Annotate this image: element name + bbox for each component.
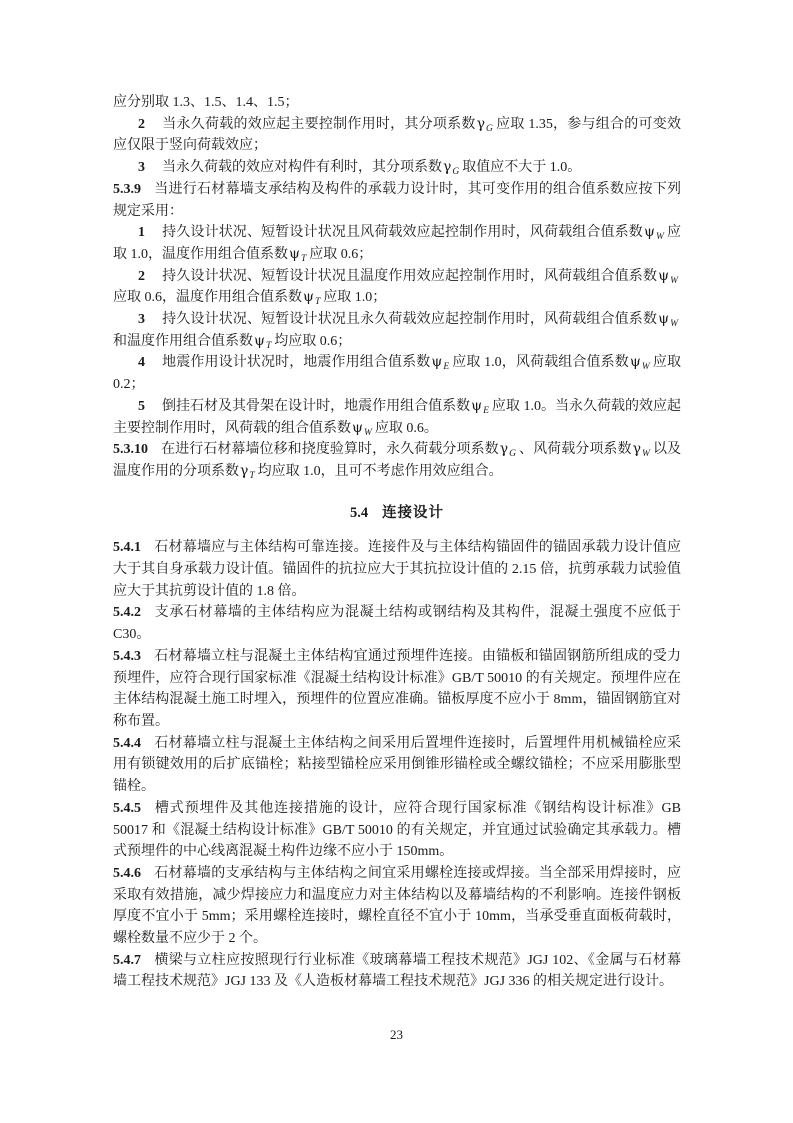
- greek-symbol: $\psi_E$: [471, 397, 489, 416]
- paragraph: 5.4.1 石材幕墙应与主体结构可靠连接。连接件及与主体结构锚固件的锚固承载力设计值应大于其自身承载力设计值。锚固件的抗拉应大于其抗拉设计值的 2.15 倍，抗剪承载力试验值应大于其抗剪设计值的 1.8 倍。: [113, 540, 681, 599]
- clause-number: 5.3.9: [113, 181, 141, 197]
- clause-number: 5.4.2: [113, 605, 141, 621]
- item-number: 2: [138, 268, 145, 284]
- paragraph: 5.4.5 槽式预埋件及其他连接措施的设计，应符合现行国家标准《钢结构设计标准》GB 50017 和《混凝土结构设计标准》GB/T 50010 的有关规定，并宜通过试验确定其承载力。槽式预埋件的中心线离混凝土构件边缘不应小于 150mm。: [113, 800, 681, 860]
- paragraph: 5.4.7 横梁与立柱应按照现行行业标准《玻璃幕墙工程技术规范》JGJ 102、《金属与石材幕墙工程技术规范》JGJ 133 及《人造板材幕墙工程技术规范》JGJ 336 的相关规定进行设计。: [113, 952, 681, 990]
- paragraph: 5.4.6 石材幕墙的支承结构与主体结构之间宜采用螺栓连接或焊接。当全部采用焊接时，应采取有效措施，减少焊接应力和温度应力对主体结构以及幕墙结构的不利影响。连接件钢板厚度不宜小于 5mm；采用螺栓连接时，螺栓直径不宜小于 10mm，当承受垂直面板荷载时，螺栓数量不应少于 2 个。: [113, 865, 681, 947]
- paragraph: 5.4.2 支承石材幕墙的主体结构应为混凝土结构或钢结构及其构件，混凝土强度不应低于 C30。: [113, 605, 681, 643]
- document-body: [113, 92, 681, 993]
- item-number: 1: [138, 225, 145, 241]
- greek-symbol: $\psi_W$: [629, 354, 650, 373]
- item-number: 4: [138, 355, 145, 371]
- greek-symbol: $\psi_T$: [254, 332, 272, 351]
- paragraph: 5.3.9 当进行石材幕墙支承结构及构件的承载力设计时，其可变作用的组合值系数应按下列规定采用：: [113, 181, 681, 219]
- list-item: 4 地震作用设计状况时，地震作用组合值系数$\psi_E$ 应取 1.0，风荷载组合值系数$\psi_W$ 应取 0.2；: [113, 354, 682, 393]
- list-item: 1 持久设计状况、短暂设计状况且风荷载效应起控制作用时，风荷载组合值系数$\psi_W$ 应取 1.0，温度作用组合值系数$\psi_T$ 应取 0.6；: [113, 224, 682, 264]
- greek-symbol: $\gamma_G$: [443, 159, 460, 178]
- greek-symbol: $\psi_W$: [643, 224, 664, 243]
- greek-symbol: $\psi_W$: [658, 267, 678, 286]
- list-item: 3 持久设计状况、短暂设计状况且永久荷载效应起控制作用时，风荷载组合值系数$\psi_W$和温度作用组合值系数$\psi_T$ 均应取 0.6；: [113, 309, 681, 352]
- section-number: 5.4: [349, 504, 369, 521]
- item-number: 3: [138, 312, 145, 328]
- paragraph: 5.4.4 石材幕墙立柱与混凝土主体结构之间采用后置埋件连接时，后置埋件用机械锚栓应采用有锁键效用的后扩底锚栓；粘接型锚栓应采用倒锥形锚栓或全螺纹锚栓；不应采用膨胀型锚栓。: [113, 735, 681, 795]
- clause-number: 5.4.5: [113, 800, 141, 816]
- list-item: 2 持久设计状况、短暂设计状况且温度作用效应起控制作用时，风荷载组合值系数$\psi_W$应取 0.6，温度作用组合值系数$\psi_T$ 应取 1.0；: [113, 266, 681, 309]
- clause-number: 5.3.10: [113, 442, 148, 458]
- greek-symbol: $\psi_T$: [289, 245, 307, 264]
- clause-number: 5.4.7: [113, 952, 141, 968]
- clause-number: 5.4.3: [113, 648, 141, 664]
- list-item: 3 当永久荷载的效应对构件有利时，其分项系数$\gamma_G$ 取值应不大于 1.0。: [138, 159, 582, 178]
- greek-symbol: $\psi_T$: [303, 289, 321, 308]
- paragraph: 应分别取 1.3、1.5、1.4、1.5；: [113, 95, 299, 110]
- greek-symbol: $\gamma_G$: [499, 441, 516, 460]
- paragraph: 5.3.10 在进行石材幕墙位移和挠度验算时，永久荷载分项系数$\gamma_G$ 、风荷载分项系数$\gamma_W$ 以及温度作用的分项系数$\gamma_T$ 均应取 1.0，且可不考虑作用效应组合。: [113, 441, 682, 481]
- item-number: 5: [138, 398, 145, 414]
- section-title: 连接设计: [382, 504, 445, 521]
- clause-number: 5.4.4: [113, 735, 141, 751]
- list-item: 2 当永久荷载的效应起主要控制作用时，其分项系数$\gamma_G$ 应取 1.35，参与组合的可变效应仅限于竖向荷载效应；: [113, 115, 682, 154]
- greek-symbol: $\gamma_T$: [240, 462, 255, 481]
- item-number: 2: [138, 116, 145, 132]
- clause-number: 5.4.1: [113, 540, 141, 556]
- clause-number: 5.4.6: [113, 865, 141, 881]
- greek-symbol: $\psi_W$: [352, 419, 372, 438]
- list-item: 5 倒挂石材及其骨架在设计时，地震作用组合值系数$\psi_E$ 应取 1.0。当永久荷载的效应起主要控制作用时，风荷载的组合值系数$\psi_W$ 应取 0.6。: [113, 397, 681, 438]
- page-number: 23: [390, 1027, 403, 1042]
- item-number: 3: [138, 160, 145, 176]
- greek-symbol: $\psi_E$: [431, 354, 450, 373]
- greek-symbol: $\gamma_W$: [632, 441, 650, 460]
- greek-symbol: $\gamma_G$: [476, 115, 493, 134]
- paragraph: 5.4.3 石材幕墙立柱与混凝土主体结构宜通过预埋件连接。由锚板和锚固钢筋所组成的受力预埋件，应符合现行国家标准《混凝土结构设计标准》GB/T 50010 的有关规定。预埋件应在主体结构混凝土施工时埋入，预埋件的位置应准确。锚板厚度不应小于 8mm，锚固钢筋宜对称布置。: [113, 648, 681, 729]
- greek-symbol: $\psi_W$: [658, 311, 678, 330]
- section-heading: [113, 503, 681, 525]
